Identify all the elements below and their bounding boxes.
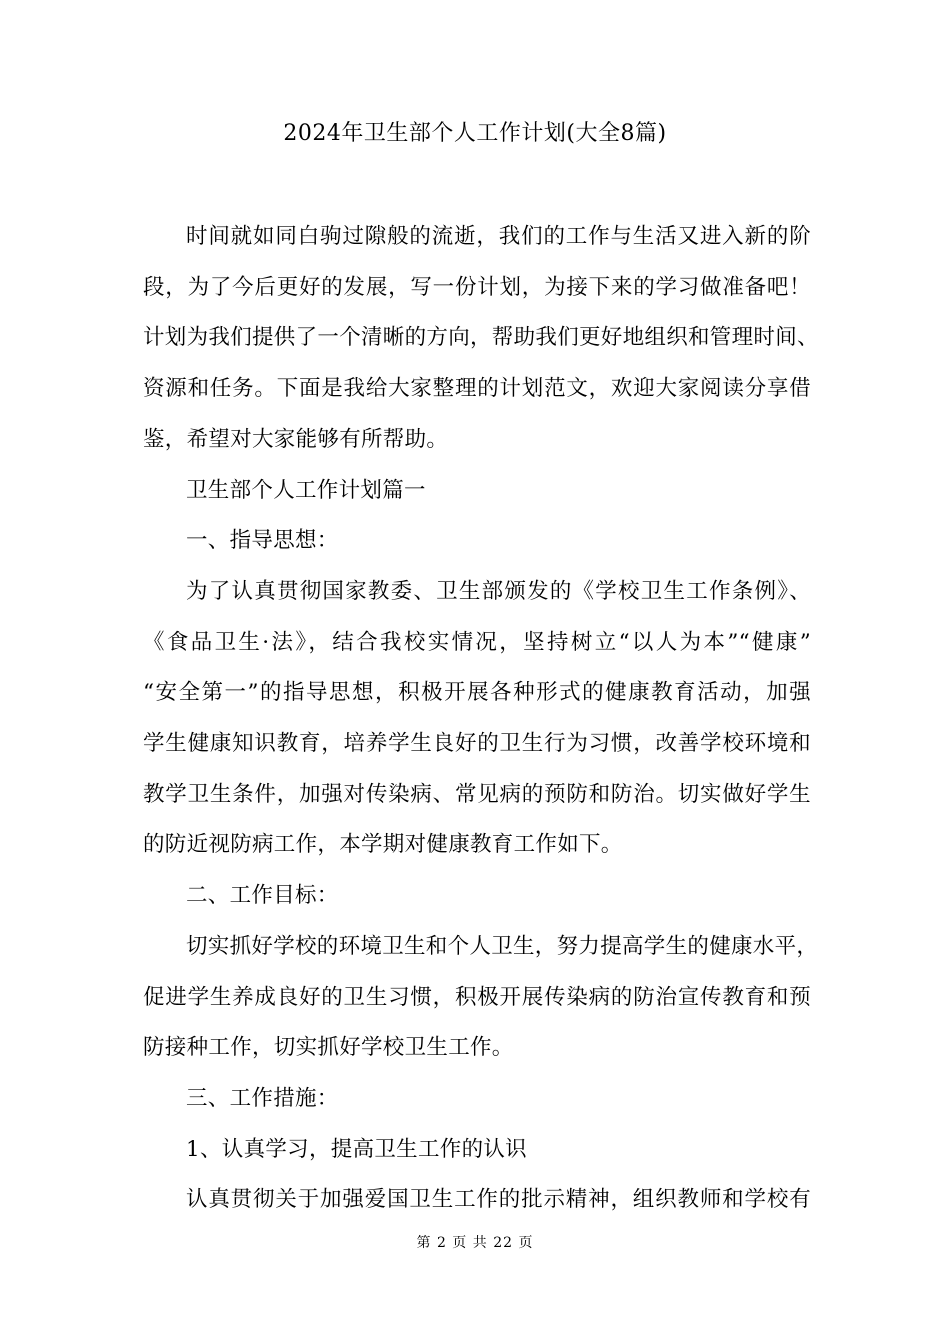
text-line: 防接种工作，切实抓好学校卫生工作。 xyxy=(143,1035,514,1061)
text-line: 促进学生养成良好的卫生习惯，积极开展传染病的防治宣传教育和预 xyxy=(143,984,811,1010)
text-line: 为了认真贯彻国家教委、卫生部颁发的《学校卫生工作条例》、 xyxy=(186,578,811,604)
section-paragraph-work-goals xyxy=(143,922,819,1074)
text-line: 时间就如同白驹过隙般的流逝，我们的工作与生活又进入新的阶 xyxy=(186,224,811,249)
document-title: 2024年卫生部个人工作计划(大全8篇) xyxy=(283,121,667,146)
subsection-paragraph xyxy=(143,1175,811,1226)
text-line: “安全第一”的指导思想，积极开展各种形式的健康教育活动，加强 xyxy=(143,680,811,706)
section-paragraph-guiding-ideology xyxy=(143,567,811,871)
section-heading-work-goals: 二、工作目标： xyxy=(186,883,339,909)
section-heading-guiding-ideology: 一、指导思想： xyxy=(186,528,339,554)
page-footer: 第 2 页 共 22 页 xyxy=(416,1235,534,1251)
text-line: 鉴，希望对大家能够有所帮助。 xyxy=(143,426,449,452)
text-line: 计划为我们提供了一个清晰的方向，帮助我们更好地组织和管理时间、 xyxy=(143,325,819,351)
article-heading: 卫生部个人工作计划篇一 xyxy=(186,477,426,503)
intro-paragraph xyxy=(143,212,819,466)
text-line: 资源和任务。下面是我给大家整理的计划范文，欢迎大家阅读分享借 xyxy=(143,376,811,402)
section-heading-work-measures: 三、工作措施： xyxy=(186,1085,339,1111)
text-line: 切实抓好学校的环境卫生和个人卫生，努力提高学生的健康水平， xyxy=(186,933,819,959)
text-line: 《食品卫生·法》，结合我校实情况，坚持树立“以人为本”“健康” xyxy=(143,629,811,655)
document-body xyxy=(143,212,819,1226)
text-line: 的防近视防病工作，本学期对健康教育工作如下。 xyxy=(143,832,623,858)
text-line: 学生健康知识教育，培养学生良好的卫生行为习惯，改善学校环境和 xyxy=(143,731,811,757)
subsection-heading: 1、认真学习，提高卫生工作的认识 xyxy=(186,1136,527,1162)
text-line: 教学卫生条件，加强对传染病、常见病的预防和防治。切实做好学生 xyxy=(143,781,811,807)
text-line: 段，为了今后更好的发展，写一份计划，为接下来的学习做准备吧！ xyxy=(143,274,811,300)
text-line: 认真贯彻关于加强爱国卫生工作的批示精神，组织教师和学校有 xyxy=(186,1187,811,1213)
